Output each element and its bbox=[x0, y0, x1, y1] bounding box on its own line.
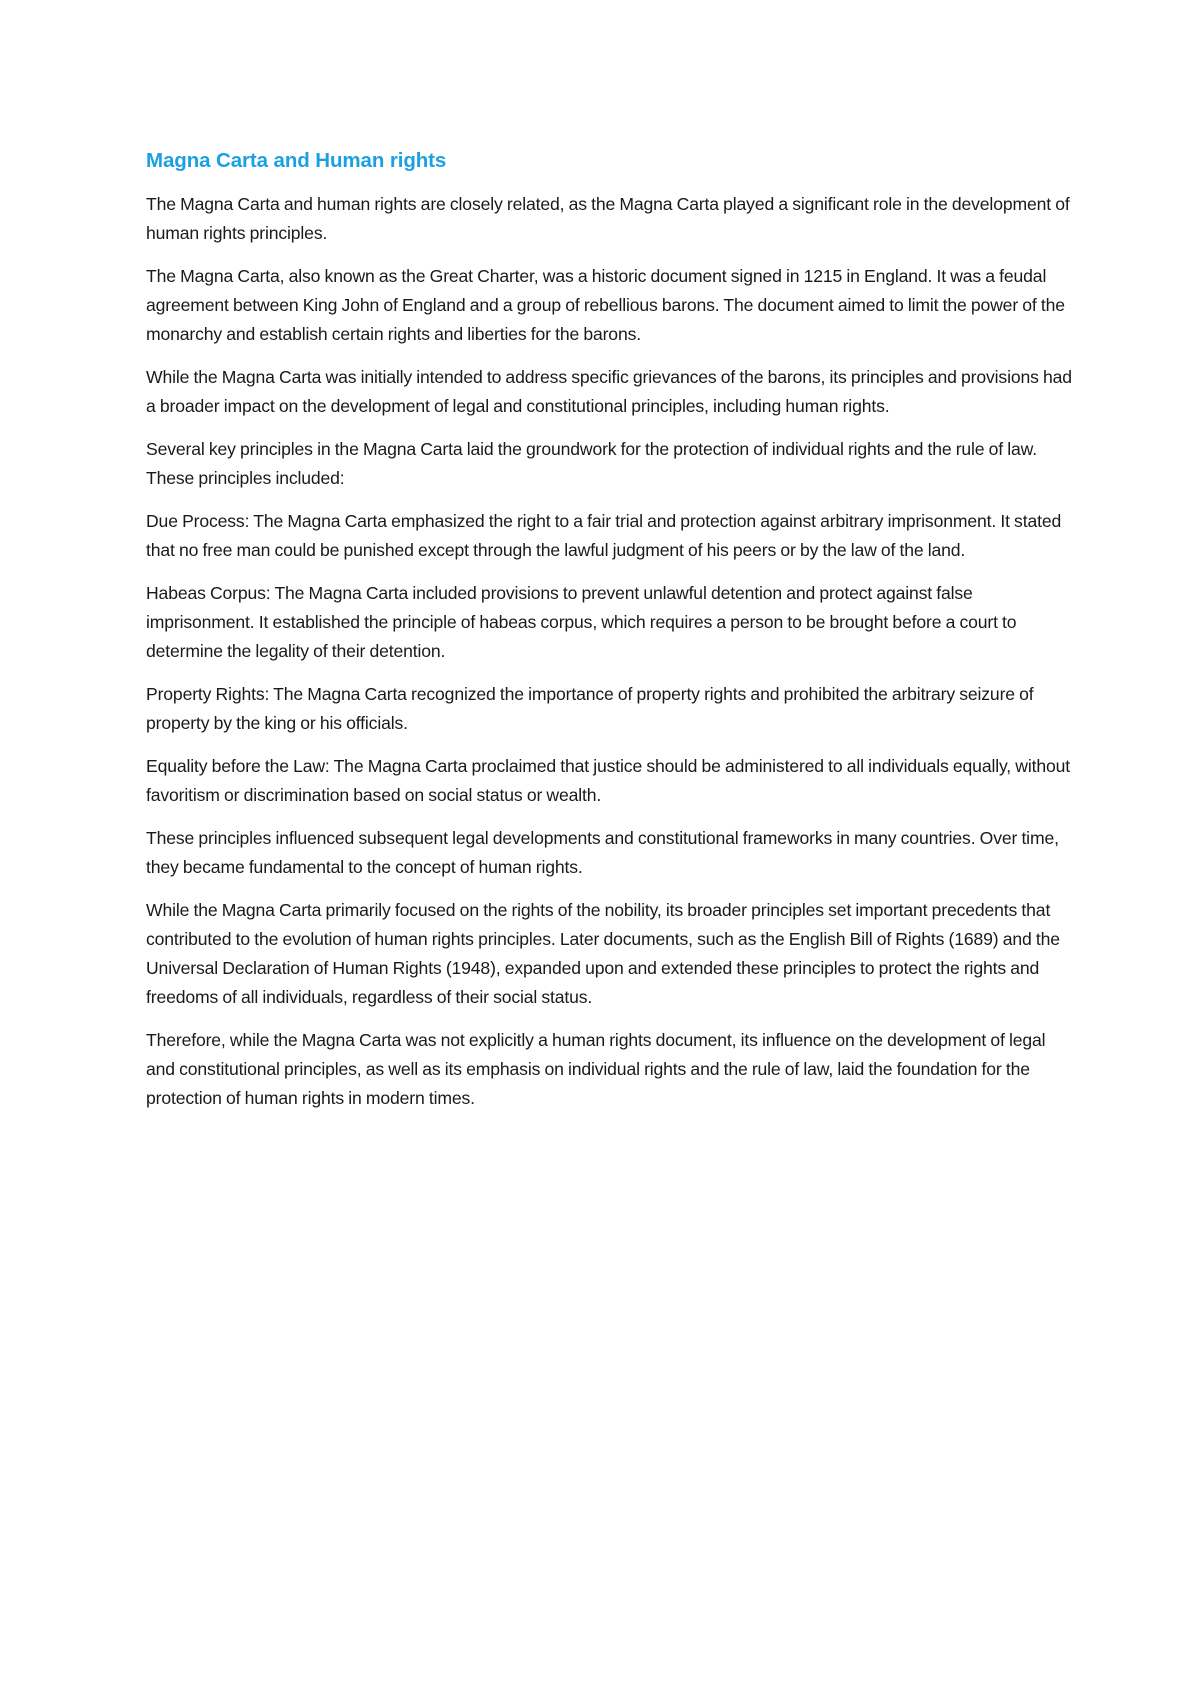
paragraph-key-principles: Several key principles in the Magna Carta laid the groundwork for the protection of individual rights and the rule of law. These principles included: bbox=[146, 439, 1037, 488]
paragraph-later-documents: While the Magna Carta primarily focused on the rights of the nobility, its broader principles set important precedents that contributed to the evolution of human rights principles. Later documents, such as the English Bill of Rights (1689) and the Universal Declaration of Human Rights (1948), expanded upon and extended these principles to protect the rights and freedoms of all individuals, regardless of their social status. bbox=[146, 900, 1060, 1007]
paragraph-due-process: Due Process: The Magna Carta emphasized the right to a fair trial and protection against arbitrary imprisonment. It stated that no free man could be punished except through the lawful judgment of his peers or by the law of the land. bbox=[146, 511, 1062, 560]
paragraph-habeas-corpus: Habeas Corpus: The Magna Carta included provisions to prevent unlawful detention and protect against false imprisonment. It established the principle of habeas corpus, which requires a person to be brought before a court to determine the legality of their detention. bbox=[146, 583, 1017, 661]
paragraph-intro: The Magna Carta and human rights are closely related, as the Magna Carta played a significant role in the development of human rights principles. bbox=[146, 194, 1070, 243]
document-body bbox=[146, 146, 1076, 1127]
paragraph-history: The Magna Carta, also known as the Great Charter, was a historic document signed in 1215 in England. It was a feudal agreement between King John of England and a group of rebellious barons. The document aimed to limit the power of the monarchy and establish certain rights and liberties for the barons. bbox=[146, 266, 1065, 344]
paragraph-influence: These principles influenced subsequent legal developments and constitutional frameworks in many countries. Over time, they became fundamental to the concept of human rights. bbox=[146, 828, 1059, 877]
paragraph-equality: Equality before the Law: The Magna Carta proclaimed that justice should be administered to all individuals equally, without favoritism or discrimination based on social status or wealth. bbox=[146, 756, 1070, 805]
paragraph-conclusion: Therefore, while the Magna Carta was not explicitly a human rights document, its influence on the development of legal and constitutional principles, as well as its emphasis on individual rights and the rule of law, laid the foundation for the protection of human rights in modern times. bbox=[146, 1030, 1046, 1108]
paragraph-broader-impact: While the Magna Carta was initially intended to address specific grievances of the barons, its principles and provisions had a broader impact on the development of legal and constitutional principles, including human rights. bbox=[146, 367, 1072, 416]
document-title: Magna Carta and Human rights bbox=[146, 149, 447, 172]
paragraph-property-rights: Property Rights: The Magna Carta recognized the importance of property rights and prohibited the arbitrary seizure of property by the king or his officials. bbox=[146, 684, 1034, 733]
